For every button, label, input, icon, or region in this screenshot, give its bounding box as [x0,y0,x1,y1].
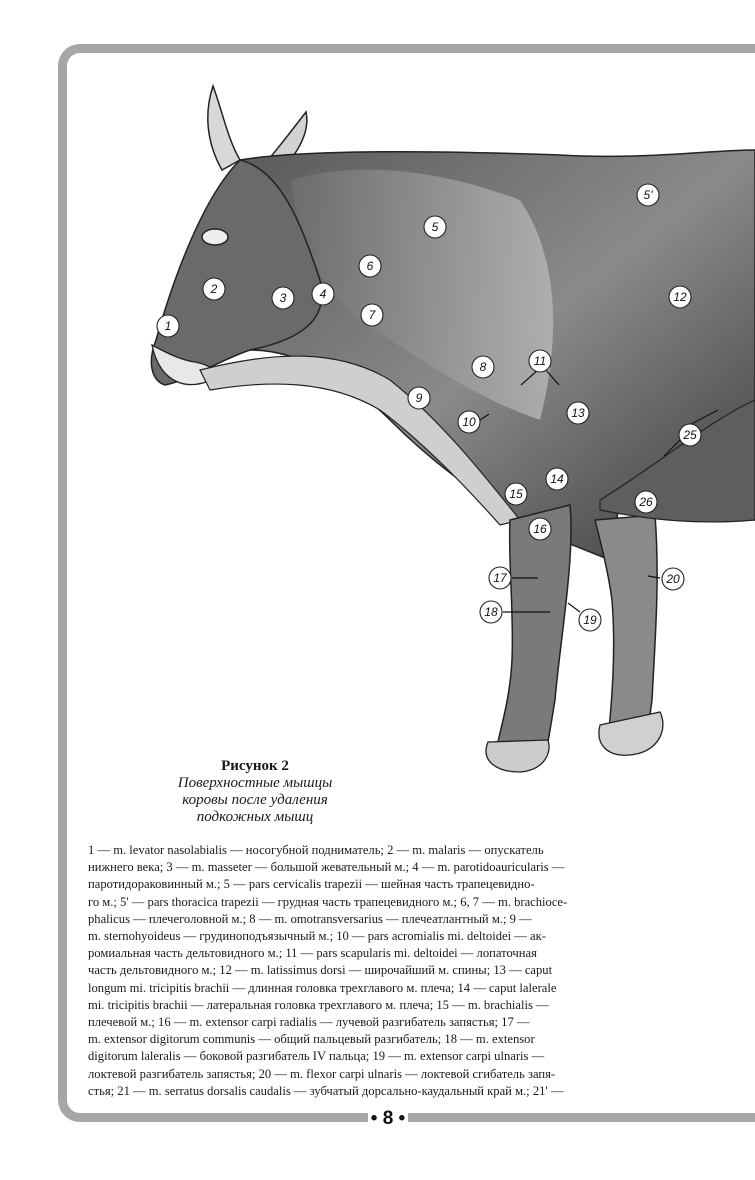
label-5-prime [637,184,659,206]
legend-line: m. sternohyoideus — грудиноподъязычный м.; 10 — pars acromialis mi. deltoidei — ак- [88,929,546,944]
cow-eye [202,229,228,245]
label-10 [458,411,480,433]
svg-text:13: 13 [571,406,585,420]
legend-line: longum mi. tricipitis brachii — длинная головка трехглавого м. плеча; 14 — caput lalerale [88,980,557,995]
page-number: • 8 • [368,1104,408,1134]
label-1 [157,315,179,337]
svg-text:5': 5' [643,188,653,202]
figure-legend [88,842,708,1100]
figure-title: Рисунок 2 [221,758,289,774]
svg-text:8: 8 [479,360,487,374]
label-16 [529,518,551,540]
label-6 [359,255,381,277]
label-17 [489,567,511,589]
label-7 [361,304,383,326]
figure-caption [130,758,380,826]
svg-text:19: 19 [583,613,597,627]
svg-text:17: 17 [493,571,507,585]
label-12 [669,286,691,308]
legend-line: 1 — m. levator nasolabialis — носогубной подниматель; 2 — m. malaris — опускатель [88,843,544,857]
svg-text:2: 2 [210,282,218,296]
legend-line: нижнего века; 3 — m. masseter — большой жевательный м.; 4 — m. parotidoauricularis — [88,860,565,875]
label-3 [272,287,294,309]
label-14 [546,468,568,490]
label-9 [408,387,430,409]
svg-text:5: 5 [431,220,439,234]
front-leg [495,505,571,755]
legend-line: digitorum laleralis — боковой разгибатель IV пальца; 19 — m. extensor carpi ulnaris — [88,1049,545,1064]
svg-text:26: 26 [639,495,653,509]
legend-line: phalicus — плечеголовной м.; 8 — m. omotransversarius — плечеатлантный м.; 9 — [88,911,532,926]
svg-text:7: 7 [368,308,376,322]
svg-text:10: 10 [462,415,476,429]
svg-text:4: 4 [319,287,327,301]
label-18 [480,601,502,623]
label-20 [662,568,684,590]
svg-text:12: 12 [673,290,687,304]
front-hoof [486,740,549,772]
svg-text:25: 25 [683,428,697,442]
rear-leg [595,515,657,740]
legend-line: mi. tricipitis brachii — латеральная головка трехглавого м. плеча; 15 — m. brachialis — [88,997,549,1012]
label-15 [505,483,527,505]
svg-text:6: 6 [366,259,374,273]
rear-hoof [599,712,663,755]
label-25 [679,424,701,446]
svg-text:15: 15 [509,487,523,501]
svg-text:1: 1 [164,319,172,333]
figure-subtitle-line: подкожных мышц [196,809,314,825]
label-11 [529,350,551,372]
legend-line: го м.; 5' — pars thoracica trapezii — грудная часть трапецевидного м.; 6, 7 — m. brachioce- [88,894,568,909]
legend-line: m. extensor digitorum communis — общий пальцевый разгибатель; 18 — m. extensor [88,1032,535,1047]
svg-text:20: 20 [666,572,680,586]
horn-left [208,86,240,170]
svg-text:18: 18 [484,605,498,619]
svg-text:16: 16 [533,522,547,536]
svg-text:9: 9 [415,391,423,405]
label-19 [579,609,601,631]
legend-line: ромиальная часть дельтовидного м.; 11 — pars scapularis mi. deltoidei — лопаточная [88,946,537,961]
figure-subtitle-line: коровы после удаления [182,792,328,808]
legend-line: плечевой м.; 16 — m. extensor carpi radialis — лучевой разгибатель запястья; 17 — [88,1015,530,1030]
legend-line: локтевой разгибатель запястья; 20 — m. flexor carpi ulnaris — локтевой сгибатель запя- [88,1066,556,1081]
label-26 [635,491,657,513]
legend-line: часть дельтовидного м.; 12 — m. latissimus dorsi — широчайший м. спины; 13 — caput [88,963,553,978]
svg-text:11: 11 [533,354,547,368]
label-5 [424,216,446,238]
legend-line: стья; 21 — m. serratus dorsalis caudalis — зубчатый дорсально-каудальный край м.; 21' — [88,1083,564,1098]
legend-line: паротидораковинный м.; 5 — pars cervicalis trapezii — шейная часть трапецевидно- [88,877,535,892]
svg-text:3: 3 [279,291,287,305]
label-13 [567,402,589,424]
svg-text:14: 14 [550,472,564,486]
label-8 [472,356,494,378]
label-2 [203,278,225,300]
label-4 [312,283,334,305]
figure-subtitle-line: Поверхностные мышцы [177,775,333,791]
